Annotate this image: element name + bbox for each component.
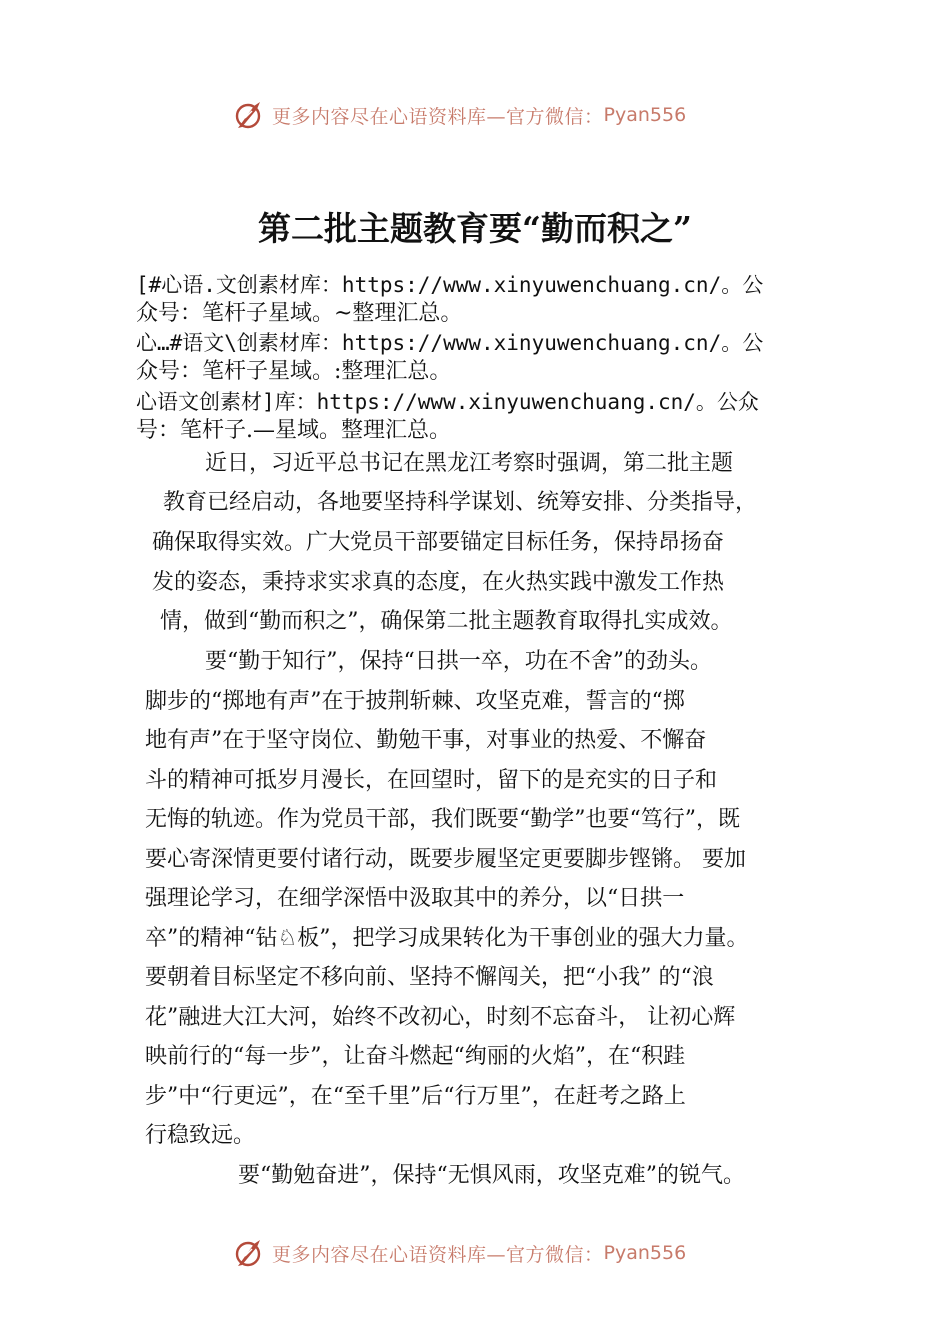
document-title: 第二批主题教育要“勤而积之” — [258, 209, 692, 248]
source-line: 号：笔杆子.—星域。整理汇总。 — [136, 418, 451, 443]
body-line: 卒”的精神“钻♘板”，把学习成果转化为干事创业的强大力量。 — [145, 926, 749, 951]
body-line: 强理论学习，在细学深悟中汲取其中的养分，以“日拱一 — [145, 886, 685, 911]
quill-logo-icon — [232, 98, 266, 132]
source-line: 心语文创素材]库：https://www.xinyuwenchuang.cn/。公众 — [136, 390, 759, 414]
banner-text: 更多内容尽在心语资料库—官方微信： — [272, 1243, 604, 1266]
body-line: 发的姿态，秉持求实求真的态度，在火热实践中激发工作热 — [152, 570, 725, 595]
body-line: 教育已经启动，各地要坚持科学谋划、统筹安排、分类指导， — [163, 490, 758, 515]
body-line: 近日，习近平总书记在黑龙江考察时强调，第二批主题 — [205, 451, 734, 476]
body-line: 要朝着目标坚定不移向前、坚持不懈闯关，把“小我” 的“浪 — [145, 965, 714, 990]
source-line: 众号：笔杆子星域。:整理汇总。 — [136, 359, 452, 384]
body-line: 行稳致远。 — [145, 1123, 256, 1148]
quill-logo-icon — [232, 1236, 266, 1270]
body-line: 确保取得实效。广大党员干部要锚定目标任务，保持昂扬奋 — [152, 530, 725, 555]
body-line: 映前行的“每一步”，让奋斗燃起“绚丽的火焰”，在“积跬 — [145, 1044, 686, 1069]
source-line: 众号：笔杆子星域。~整理汇总。 — [136, 301, 463, 326]
body-line: 要“勤于知行”，保持“日拱一卒，功在不舍”的劲头。 — [205, 649, 712, 674]
body-line: 无悔的轨迹。作为党员干部，我们既要“勤学”也要“笃行”，既 — [145, 807, 740, 832]
banner-text: 更多内容尽在心语资料库—官方微信： — [272, 105, 604, 128]
body-line: 斗的精神可抵岁月漫长，在回望时，留下的是充实的日子和 — [145, 768, 718, 793]
body-line: 要心寄深情更要付诸行动，既要步履坚定更要脚步铿锵。 要加 — [145, 847, 746, 872]
header-banner — [0, 95, 950, 135]
banner-wechat-handle: Pyan556 — [603, 1242, 687, 1264]
body-line: 脚步的“掷地有声”在于披荆斩棘、攻坚克难，誓言的“掷 — [145, 689, 685, 714]
body-line: 地有声”在于坚守岗位、勤勉干事，对事业的热爱、不懈奋 — [145, 728, 707, 753]
body-line: 花”融进大江大河，始终不改初心，时刻不忘奋斗， 让初心辉 — [145, 1005, 736, 1030]
footer-banner — [0, 1233, 950, 1273]
body-line: 步”中“行更远”，在“至千里”后“行万里”，在赶考之路上 — [145, 1084, 686, 1109]
banner-wechat-handle: Pyan556 — [603, 104, 687, 126]
body-line: 情，做到“勤而积之”，确保第二批主题教育取得扎实成效。 — [160, 609, 733, 634]
source-line: 心…#语文\创素材库：https://www.xinyuwenchuang.cn/。公 — [136, 331, 764, 355]
source-line: [#心语.文创素材库：https://www.xinyuwenchuang.cn/。公 — [136, 273, 764, 297]
body-line: 要“勤勉奋进”，保持“无惧风雨，攻坚克难”的锐气。 — [238, 1163, 745, 1188]
